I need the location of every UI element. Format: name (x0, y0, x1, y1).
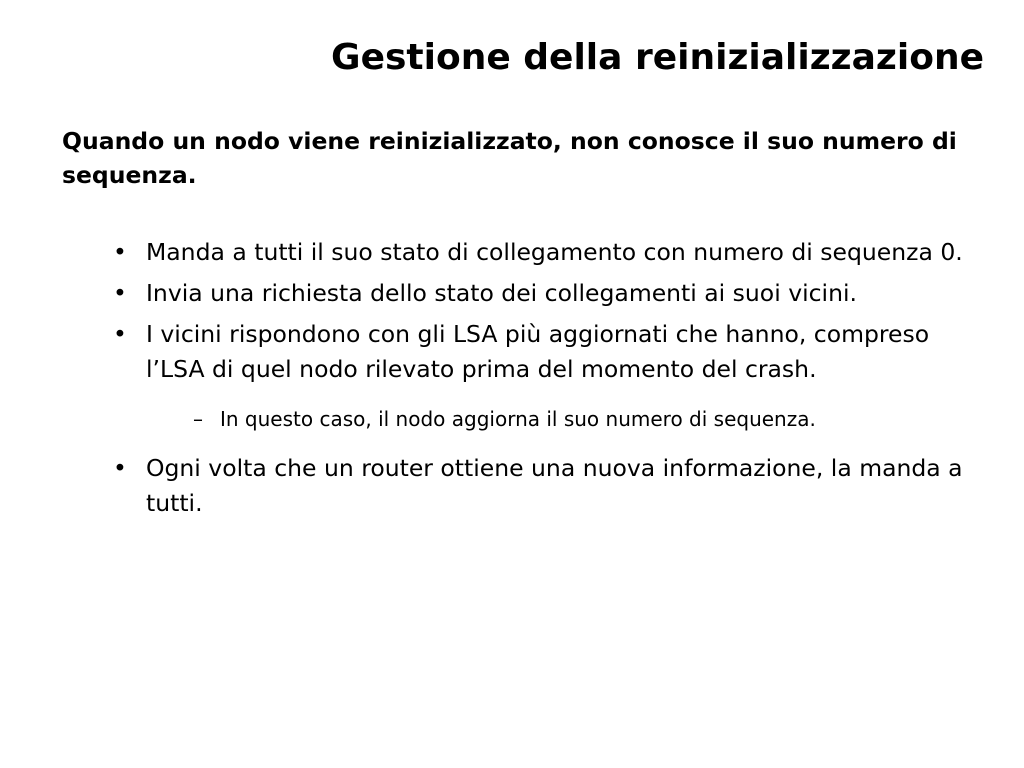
slide-title: Gestione della reinizializzazione (331, 37, 984, 78)
bullet-text: Invia una richiesta dello stato dei collegamenti ai suoi vicini. (146, 279, 857, 307)
intro-paragraph: Quando un nodo viene reinizializzato, non conosce il suo numero di sequenza. (62, 127, 957, 189)
sub-bullet-item (193, 405, 983, 433)
bullet-item-request-state (113, 276, 983, 311)
bullet-text: Manda a tutti il suo stato di collegamento con numero di sequenza 0. (146, 238, 963, 266)
sub-bullet-dash-icon: – (193, 407, 203, 431)
bullet-item-send-state (113, 235, 983, 270)
bullet-text: Ogni volta che un router ottiene una nuova informazione, la manda a tutti. (146, 454, 963, 517)
bullet-dot-icon: • (113, 454, 127, 482)
bullet-list (113, 235, 983, 527)
bullet-item-neighbors-reply (113, 317, 983, 433)
bullet-dot-icon: • (113, 238, 127, 266)
sub-bullet-text: In questo caso, il nodo aggiorna il suo numero di sequenza. (220, 407, 816, 431)
bullet-dot-icon: • (113, 279, 127, 307)
bullet-text: I vicini rispondono con gli LSA più aggiornati che hanno, compreso l’LSA di quel nodo rilevato prima del momento del crash. (146, 320, 930, 383)
bullet-item-router-broadcast (113, 451, 983, 521)
bullet-dot-icon: • (113, 320, 127, 348)
